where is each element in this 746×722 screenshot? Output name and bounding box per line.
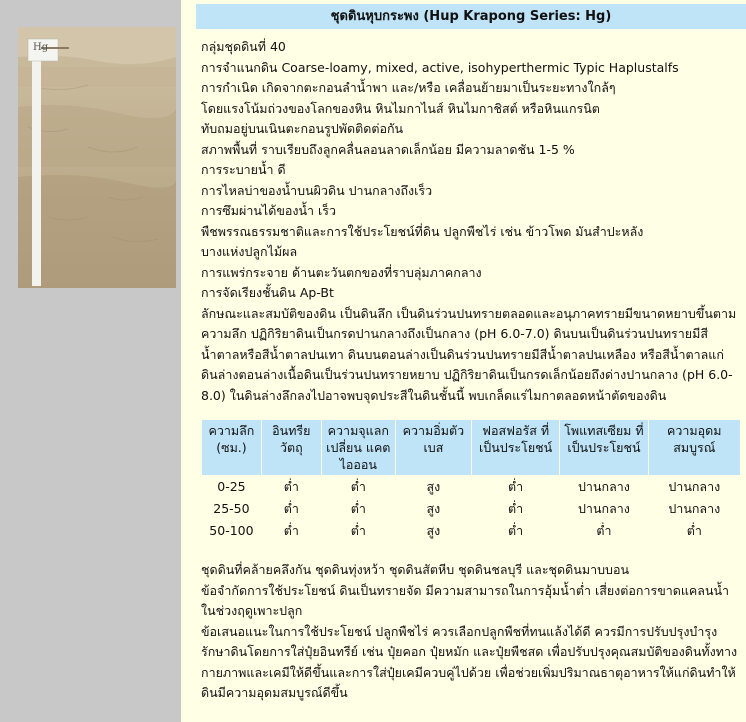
table-row: [202, 520, 740, 541]
similar-series: ชุดดินที่คล้ายคลึงกัน ชุดดินทุ่งหว้า ชุดดินสัตหีบ ชุดดินชลบุรี และชุดดินมาบบอน: [201, 562, 630, 577]
table-cell: สูง: [426, 523, 441, 538]
table-cell: ต่ำ: [350, 523, 366, 538]
topography-line: สภาพพื้นที่ ราบเรียบถึงลูกคลื่นลอนลาดเล็กน้อย มีความลาดชัน 1-5 %: [201, 141, 575, 157]
header-fertility: ความอุดม สมบูรณ์: [649, 420, 740, 475]
table-cell: 25-50: [213, 501, 250, 516]
table-cell: ต่ำ: [350, 501, 366, 516]
description-paragraph: ลักษณะและสมบัติของดิน เป็นดินลึก เป็นดินร่วนปนทรายตลอดและอนุภาคทรายมีขนาดหยาบขึ้นตามความลึก ปฏิกิริยาดินเป็นกรดปานกลางถึงเป็นกลาง (pH 6.0-7.0) ดินบนเป็นดินร่วนปนทรายมีสีน้ำตาลหรือสีน้ำตาลปนเทา ดินบนตอนล่างเป็นดินร่วนปนทรายมีสีน้ำตาลปนเหลือง หรือสีน้ำตาลแก่ ดินล่างตอนล่างเนื้อดินเป็นร่วนปนทรายหยาบ ปฏิกิริยาดินเป็นกรดเล็กน้อยถึงด่างปานกลาง (pH 6.0-8.0) ในดินล่างลึกลงไปอาจพบจุดประสีในดินชั้นนี้ พบเกล็ดแร่ไมกาตลอดหน้าตัดของดิน: [201, 305, 737, 403]
sidebar: [0, 0, 181, 722]
runoff-line: การไหลบ่าของน้ำบนผิวดิน ปานกลางถึงเร็ว: [201, 182, 433, 198]
drainage-line: การระบายน้ำ ดี: [201, 162, 286, 177]
table-cell: สูง: [426, 479, 441, 494]
table-cell: 0-25: [217, 479, 246, 494]
table-cell: ต่ำ: [350, 479, 366, 494]
table-cell: ต่ำ: [508, 501, 524, 516]
origin-line-1: การกำเนิด เกิดจากตะกอนลำน้ำพา และ/หรือ เคลื่อนย้ายมาเป็นระยะทางใกล้ๆ: [201, 80, 616, 95]
table-cell: ปานกลาง: [578, 501, 630, 516]
header-organic-matter: อินทรีย วัตถุ: [262, 420, 321, 475]
table-cell: ต่ำ: [596, 523, 612, 538]
permeability-line: การซึมผ่านได้ของน้ำ เร็ว: [201, 203, 337, 218]
table-cell: ปานกลาง: [668, 501, 721, 516]
header-cec: ความจุแลก เปลี่ยน แคตไอออน: [322, 420, 395, 475]
fertility-table: [201, 419, 741, 542]
soil-group-line: กลุ่มชุดดินที่ 40: [201, 39, 286, 54]
land-use-line-2: บางแห่งปลูกไม้ผล: [201, 244, 298, 259]
table-cell: ต่ำ: [283, 523, 299, 538]
table-cell: ต่ำ: [508, 479, 524, 494]
footer-notes: [201, 560, 743, 704]
header-phosphorus: ฟอสฟอรัส ที่เป็นประโยชน์: [472, 420, 559, 475]
land-use-line-1: พืชพรรณธรรมชาติและการใช้ประโยชน์ที่ดิน ปลูกพืชไร่ เช่น ข้าวโพด มันสำปะหลัง: [201, 223, 644, 239]
soil-strata-graphic: [18, 27, 176, 288]
recommendations: ข้อเสนอแนะในการใช้ประโยชน์ ปลูกพืชไร่ ควรเลือกปลูกพืชที่ทนแล้งได้ดี ควรมีการปรับปรุงบำรุงรักษาดินโดยการใส่ปุ๋ยอินทรีย์ เช่น ปุ๋ยคอก ปุ๋ยหมัก และปุ๋ยพืชสด เพื่อปรับปรุงคุณสมบัติของดินทั้งทางกายภาพและเคมีให้ดีขึ้นและการใส่ปุ๋ยเคมีควบคู่ไปด้วย เพื่อช่วยเพิ่มปริมาณธาตุอาหารให้แก่ดินทำให้ดินมีความอุดมสมบูรณ์ดีขึ้น: [201, 623, 738, 700]
table-cell: ต่ำ: [283, 501, 299, 516]
horizon-line: การจัดเรียงชั้นดิน Ap-Bt: [201, 285, 334, 300]
limitations: ข้อจำกัดการใช้ประโยชน์ ดินเป็นทรายจัด มีความสามารถในการอุ้มน้ำต่ำ เสี่ยงต่อการขาดแคลนน้ำในช่วงฤดูเพาะปลูก: [201, 582, 730, 618]
table-cell: ปานกลาง: [578, 479, 630, 494]
table-row: [202, 498, 740, 519]
origin-line-2: โดยแรงโน้มถ่วงของโลกของหิน หินไมกาไนส์ หินไมกาชิสต์ หรือหินแกรนิต: [201, 100, 600, 116]
table-cell: ปานกลาง: [668, 479, 721, 494]
soil-properties: [201, 37, 743, 406]
main-content: [196, 0, 746, 722]
table-header-row: [202, 420, 740, 475]
header-base-saturation: ความอิ่มตัว เบส: [396, 420, 471, 475]
table-cell: ต่ำ: [283, 479, 299, 494]
table-cell: สูง: [426, 501, 441, 516]
page-title: ชุดดินหุบกระพง (Hup Krapong Series: Hg): [196, 4, 746, 29]
soil-profile-photo: [18, 27, 176, 288]
header-depth: ความลึก (ซม.): [202, 420, 261, 475]
table-cell: ต่ำ: [686, 523, 702, 538]
header-potassium: โพแทสเซียม ที่เป็นประโยชน์: [560, 420, 647, 475]
photo-label: Hg: [33, 42, 49, 53]
distribution-line: การแพร่กระจาย ด้านตะวันตกของที่ราบลุ่มภาคกลาง: [201, 264, 482, 280]
table-row: [202, 476, 740, 497]
table-cell: ต่ำ: [508, 523, 524, 538]
origin-line-3: ทับถมอยู่บนเนินตะกอนรูปพัดติดต่อกัน: [201, 121, 404, 136]
table-cell: 50-100: [209, 523, 254, 538]
classification-line: การจำแนกดิน Coarse-loamy, mixed, active, isohyperthermic Typic Haplustalfs: [201, 59, 679, 75]
